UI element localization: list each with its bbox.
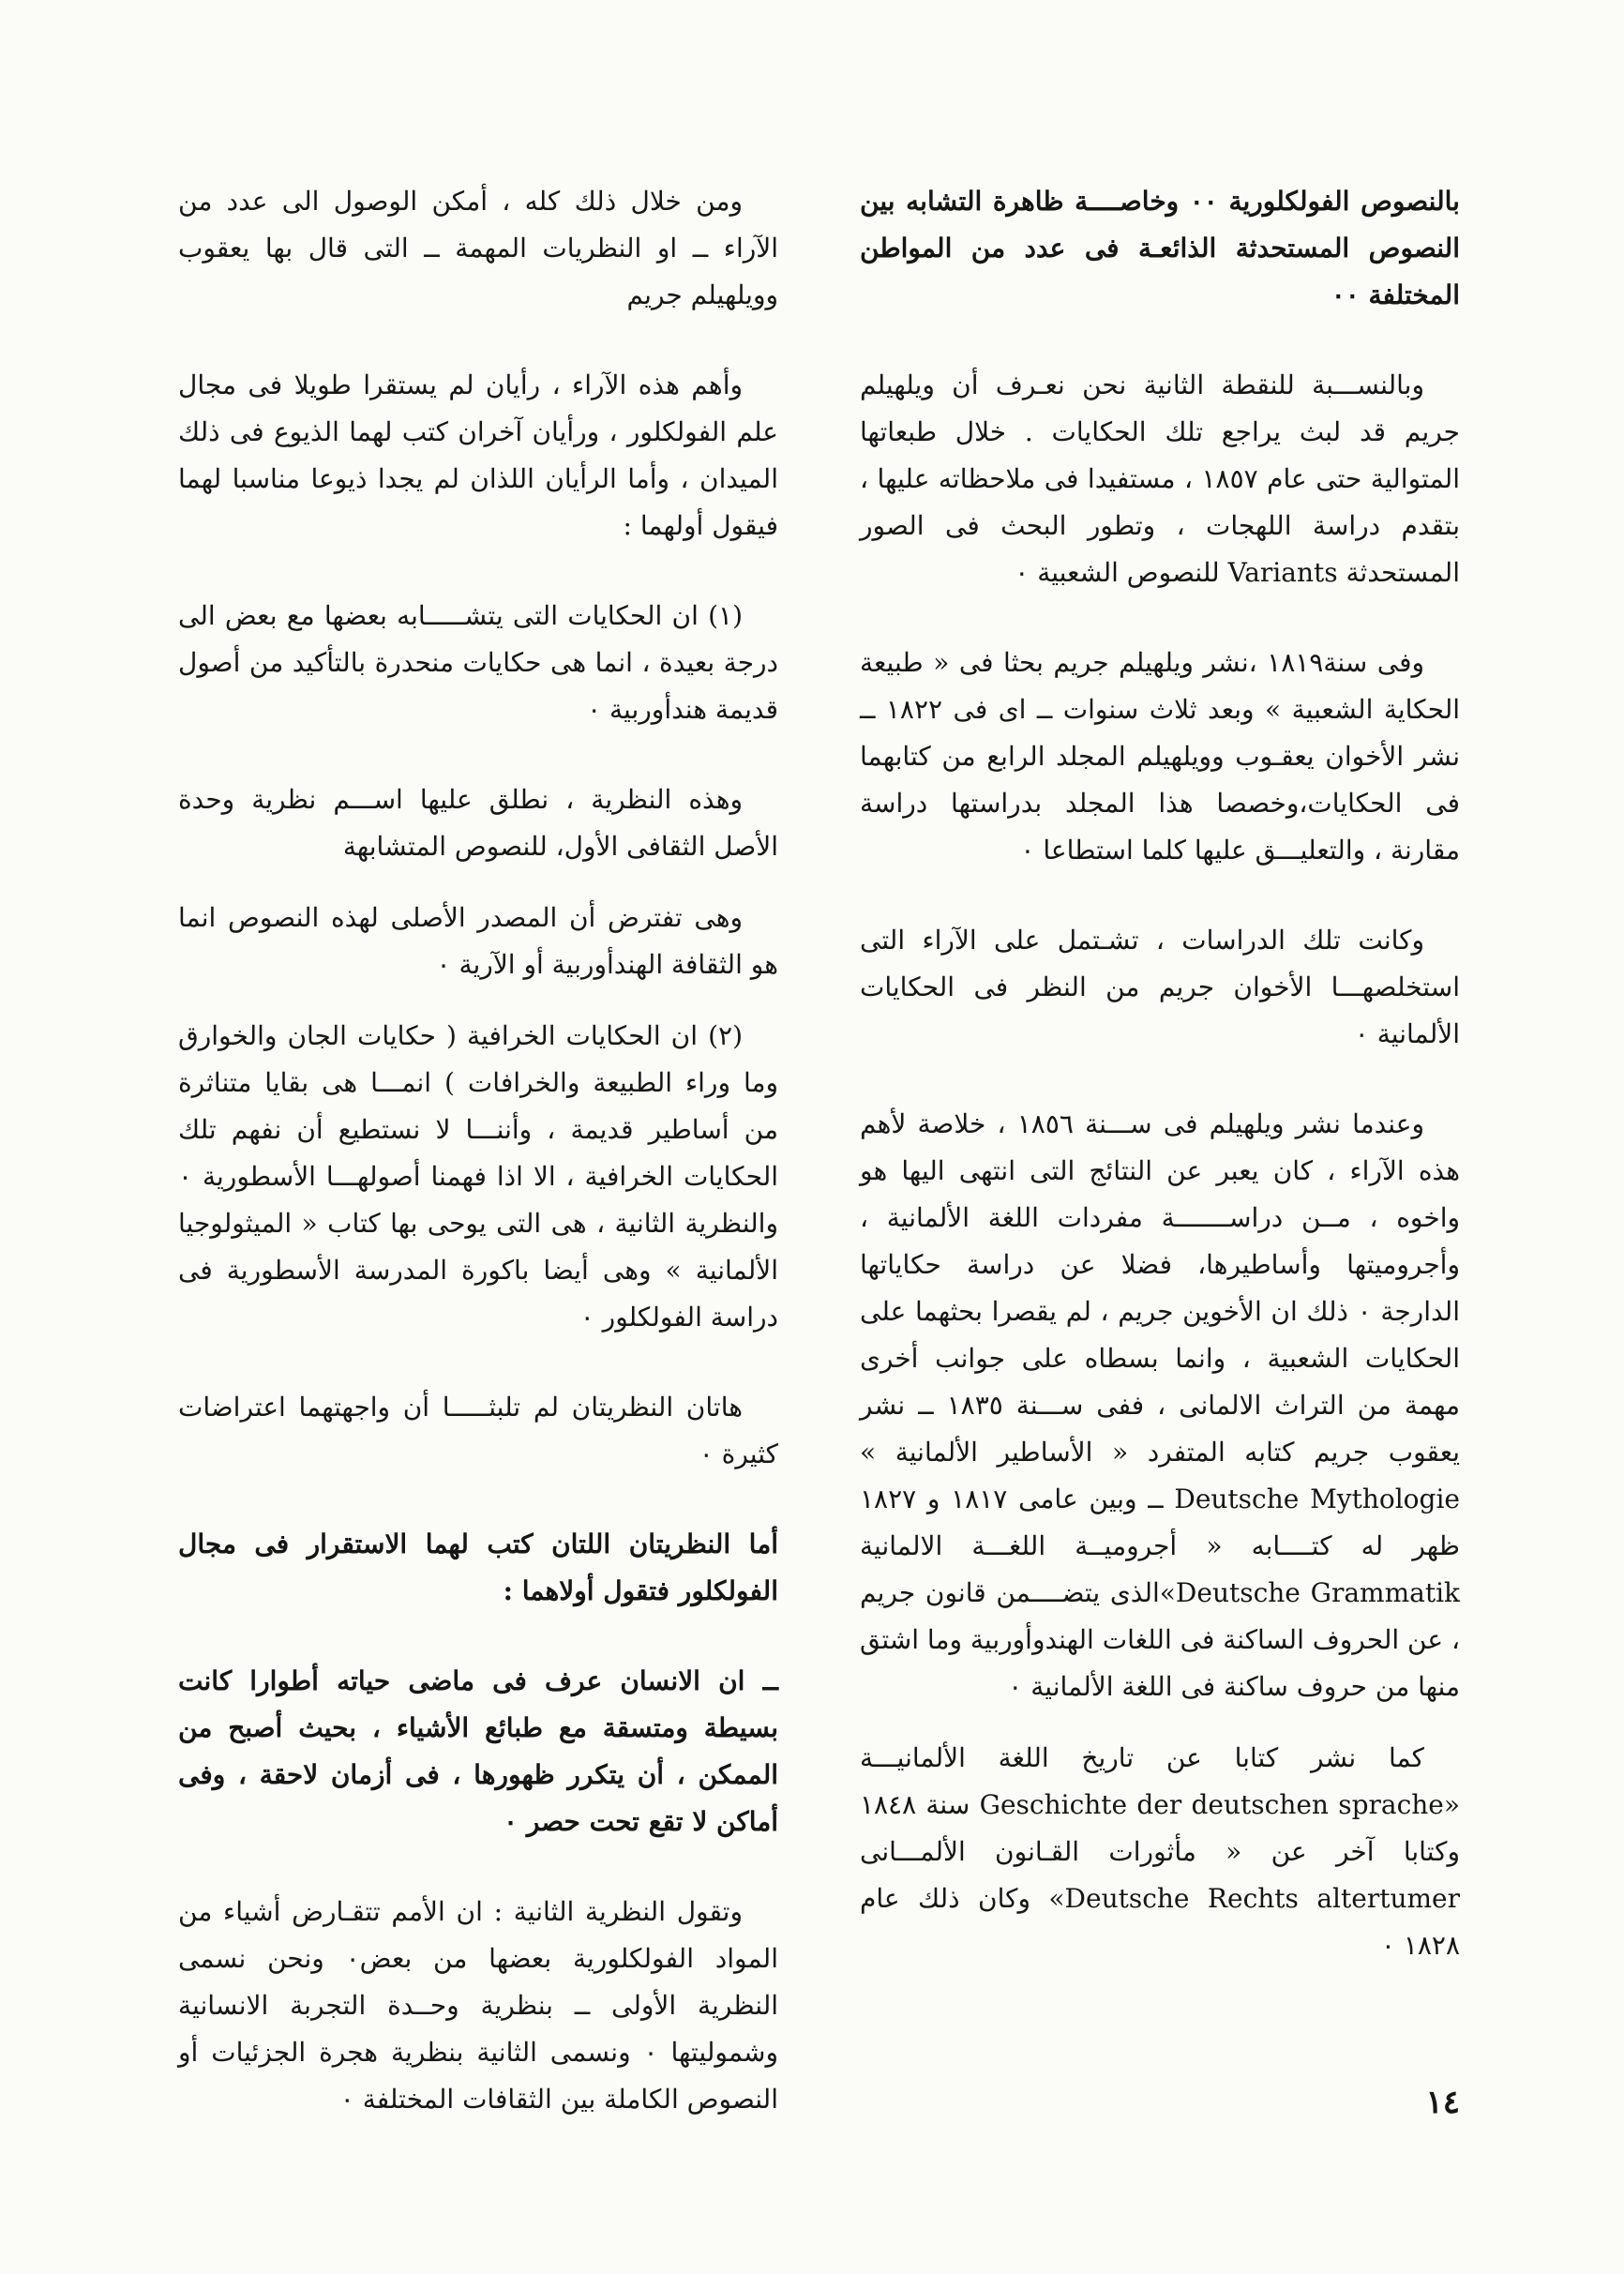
paragraph: وهذه النظرية ، نطلق عليها اســـم نظرية وحدة الأصل الثقافى الأول، للنصوص المتشابهة <box>178 784 778 862</box>
left-column <box>178 178 778 2166</box>
paragraph: ومن خلال ذلك كله ، أمكن الوصول الى عدد من الآراء ــ او النظريات المهمة ــ التى قال بها يعقوب وويلهيلم جريم <box>178 186 778 310</box>
paragraph: وأهم هذه الآراء ، رأيان لم يستقرا طويلا فى مجال علم الفولكلور ، ورأيان آخران كتب لهما الذيوع فى ذلك الميدان ، وأما الرأيان اللذان لم يجدا ذيوعا مناسبا لهما فيقول أولهما : <box>178 369 778 541</box>
page-number: ١٤ <box>1425 2084 1460 2121</box>
paragraph: وتقول النظرية الثانية : ان الأمم تتقـارض أشياء من المواد الفولكلورية بعضها من بعض٠ ونحن نسمى النظرية الأولى ــ بنظرية وحــدة التجربة الانسانية وشموليتها ٠ ونسمى الثانية بنظرية هجرة الجزئيات أو النصوص الكاملة بين الثقافات المختلفة ٠ <box>178 1896 778 2115</box>
paragraph: هاتان النظريتان لم تلبثـــــا أن واجهتهما اعتراضات كثيرة ٠ <box>178 1392 778 1469</box>
right-column <box>860 178 1460 2012</box>
paragraph: بالنصوص الفولكلورية ٠٠ وخاصــــة ظاهرة التشابه بين النصوص المستحدثة الذائعـة فى عدد من المواطن المختلفة ٠٠ <box>860 186 1460 310</box>
paragraph: وفى سنة١٨١٩ ،نشر ويلهيلم جريم بحثا فى « طبيعة الحكاية الشعبية » وبعد ثلاث سنوات ــ اى فى ١٨٢٢ ــ نشر الأخوان يعقـوب وويلهيلم المجلد الرابع من كتابهما فى الحكايات،وخصصا هذا المجلد بدراستها دراسة مقارنة ، والتعليـــق عليها كلما استطاعا ٠ <box>860 647 1461 866</box>
paragraph: كما نشر كتابا عن تاريخ اللغة الألمانيـــة «Geschichte der deutschen sprache سنة ١٨٤٨ وكتابا آخر عن « مأثورات القـانون الألمـــانى Deutsche Rechts altertumer» وكان ذلك عام ١٨٢٨ ٠ <box>860 1742 1461 1961</box>
paragraph: (٢) ان الحكايات الخرافية ( حكايات الجان والخوارق وما وراء الطبيعة والخرافات ) انمـــا هى بقايا متناثرة من أساطير قديمة ، وأننـــا لا نستطيع أن نفهم تلك الحكايات الخرافية ، الا اذا فهمنا أصولهـــا الأسطورية ٠ والنظرية الثانية ، هى التى يوحى بها كتاب « الميثولوجيا الألمانية » وهى أيضا باكورة المدرسة الأسطورية فى دراسة الفولكلور ٠ <box>178 1020 778 1333</box>
paragraph: وكانت تلك الدراسات ، تشـتمل على الآراء التى استخلصهـــا الأخوان جريم من النظر فى الحكايات الألمانية ٠ <box>860 925 1460 1049</box>
paragraph: وبالنســـبة للنقطة الثانية نحن نعـرف أن ويلهيلم جريم قد لبث يراجع تلك الحكايات . خلال طبعاتها المتوالية حتى عام ١٨٥٧ ، مستفيدا فى ملاحظاته عليها ، بتقدم دراسة اللهجات ، وتطور البحث فى الصور المستحدثة Variants للنصوص الشعبية ٠ <box>860 369 1460 588</box>
paragraph: (١) ان الحكايات التى يتشـــــابه بعضها مع بعض الى درجة بعيدة ، انما هى حكايات منحدرة بالتأكيد من أصول قديمة هندأوربية ٠ <box>178 600 778 725</box>
paragraph: ــ ان الانسان عرف فى ماضى حياته أطوارا كانت بسيطة ومتسقة مع طبائع الأشياء ، بحيث أصبح من الممكن ، أن يتكرر ظهورها ، فى أزمان لاحقة ، وفى أماكن لا تقع تحت حصر ٠ <box>178 1665 778 1837</box>
paragraph: وعندما نشر ويلهيلم فى ســـنة ١٨٥٦ ، خلاصة لأهم هذه الآراء ، كان يعبر عن النتائج التى انتهى اليها هو واخوه ، مــن دراســـــــة مفردات اللغة الألمانية ، وأجروميتها وأساطيرها، فضلا عن دراسة حكاياتها الدارجة ٠ ذلك ان الأخوين جريم ، لم يقصرا بحثهما على الحكايات الشعبية ، وانما بسطاه على جوانب أخرى مهمة من التراث الالمانى ، ففى ســـنة ١٨٣٥ ــ نشر يعقوب جريم كتابه المتفرد « الأساطير الألمانية » Deutsche Mythologie ــ وبين عامى ١٨١٧ و ١٨٢٧ ظهر له كتــــابه « أجروميــة اللغـــة الالمانية Deutsche Grammatik»الذى يتضــــمن قانون جريم ، عن الحروف الساكنة فى اللغات الهندوأوربية وما اشتق منها من حروف ساكنة فى اللغة الألمانية ٠ <box>859 1108 1460 1702</box>
paragraph: وهى تفترض أن المصدر الأصلى لهذه النصوص انما هو الثقافة الهندأوربية أو الآرية ٠ <box>178 902 778 980</box>
paragraph: أما النظريتان اللتان كتب لهما الاستقرار فى مجال الفولكلور فتقول أولاهما : <box>178 1529 778 1606</box>
